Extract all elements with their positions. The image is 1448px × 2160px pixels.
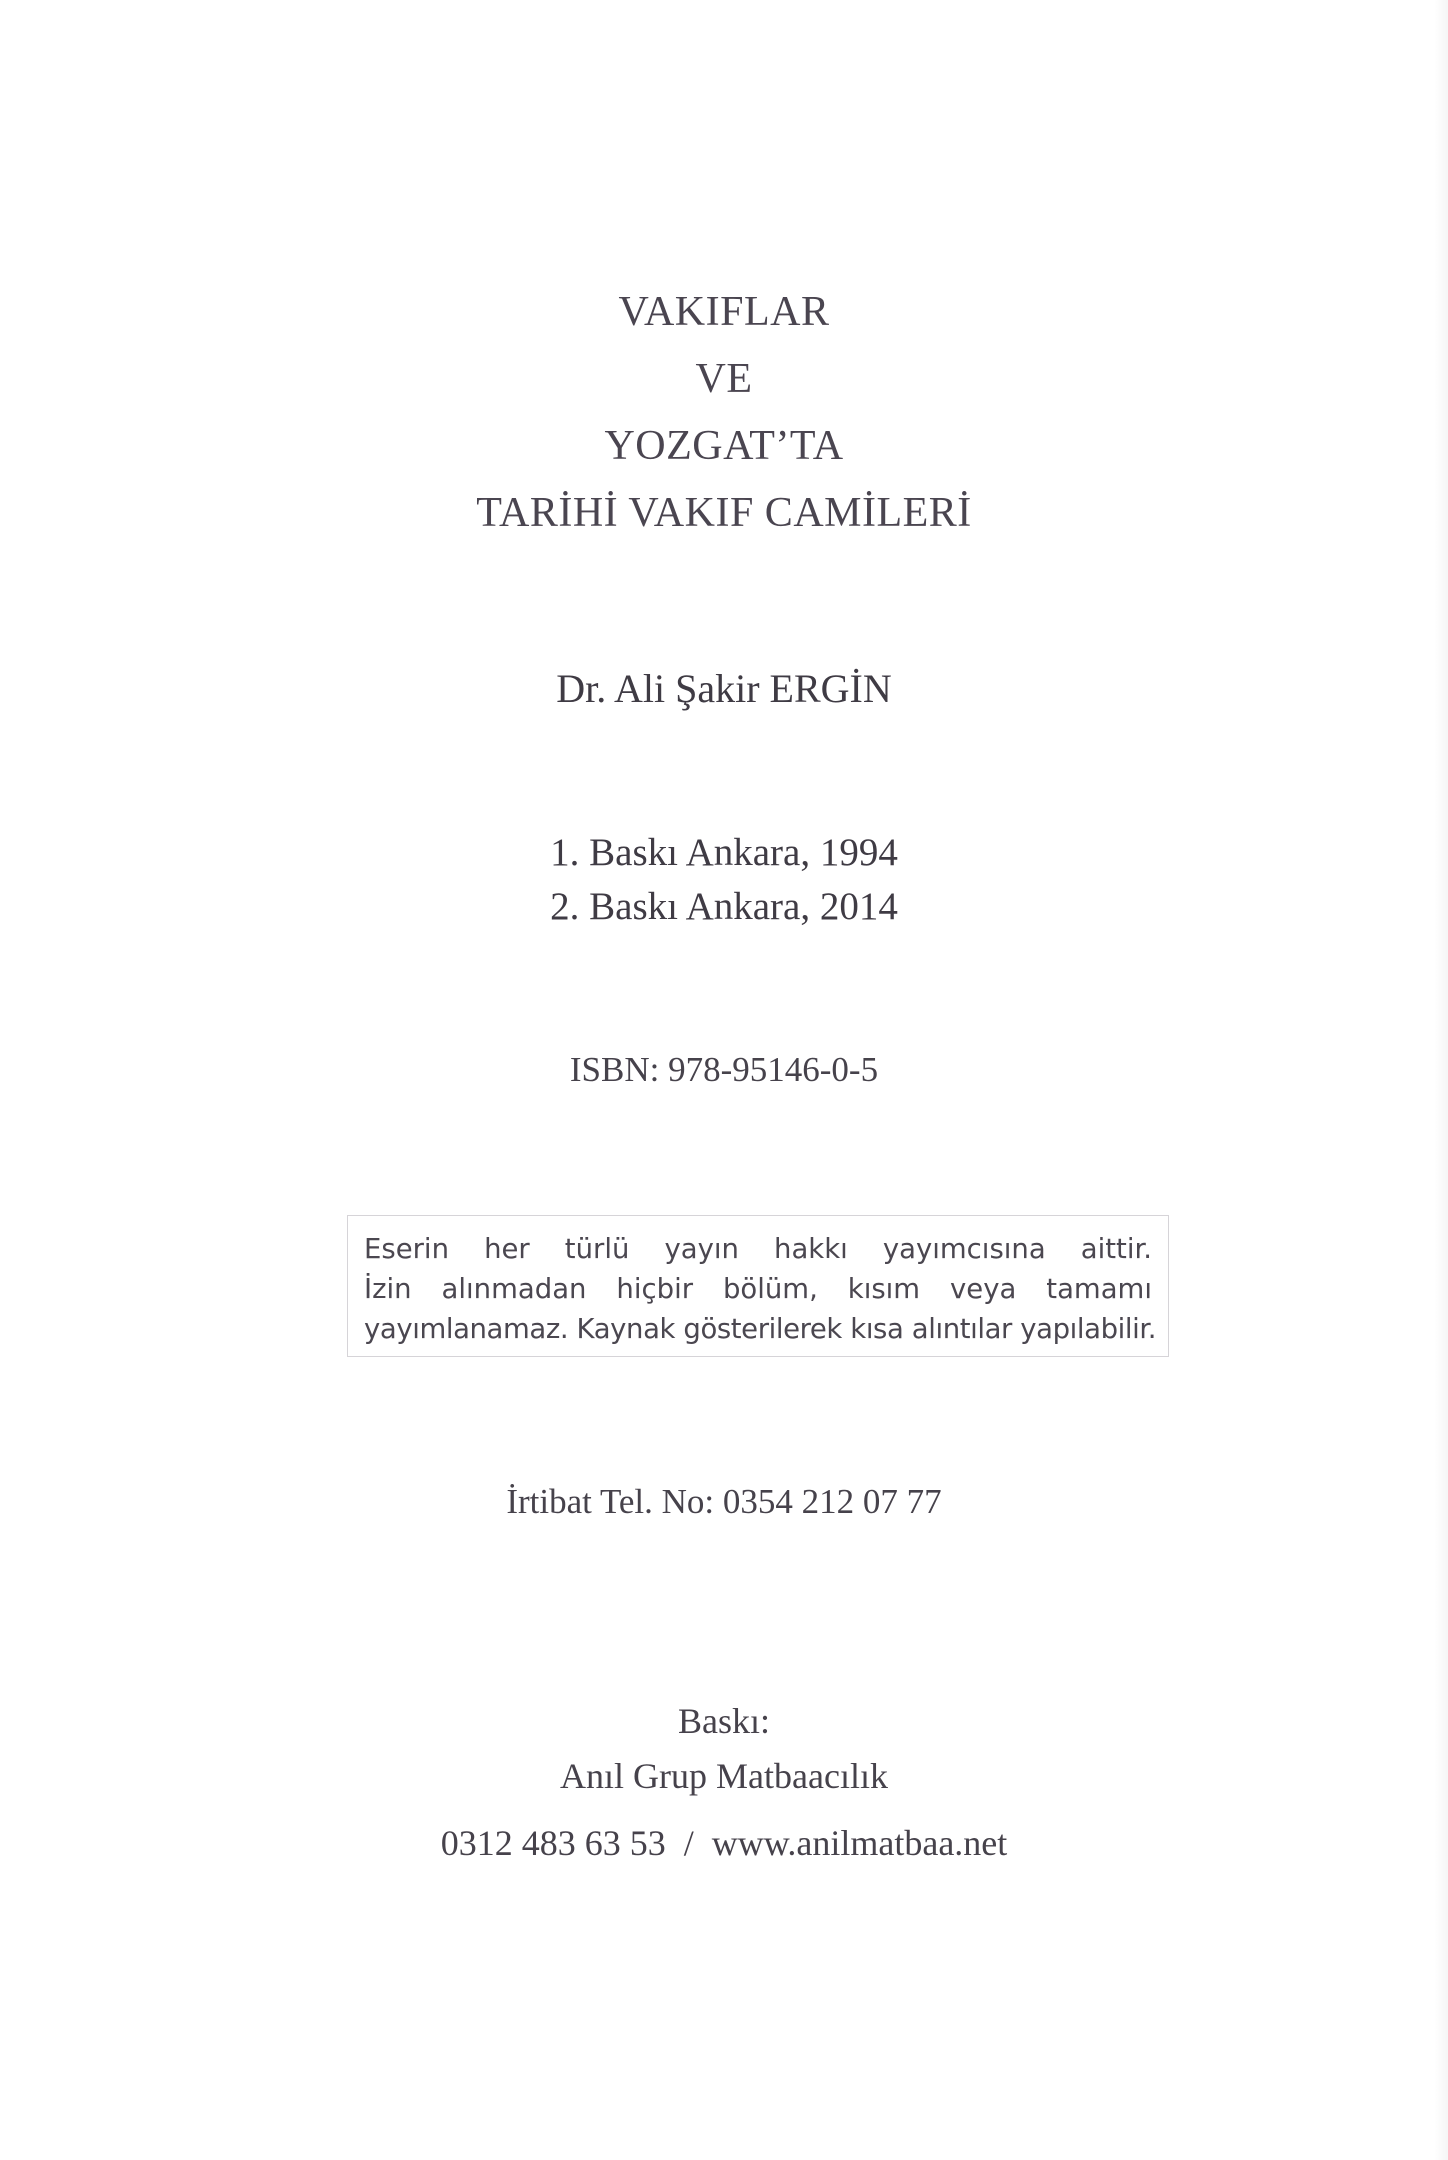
copyright-notice-line-3: yayımlanamaz. Kaynak gösterilerek kısa alıntılar yapılabilir. — [364, 1313, 1157, 1345]
printer-name: Anıl Grup Matbaacılık — [560, 1756, 888, 1796]
title-line-2: VE — [695, 356, 753, 402]
edition-line-1: 1. Baskı Ankara, 1994 — [550, 831, 898, 874]
isbn: ISBN: 978-95146-0-5 — [569, 1050, 879, 1089]
copyright-notice-line-1: Eserin her türlü yayın hakkı yayımcısına aittir. — [364, 1233, 1152, 1265]
title-line-4: TARİHİ VAKIF CAMİLERİ — [476, 490, 972, 536]
title-line-3: YOZGAT’TA — [604, 423, 844, 469]
author-name: Dr. Ali Şakir ERGİN — [556, 666, 892, 711]
title-line-1: VAKIFLAR — [618, 289, 830, 335]
printer-contact: 0312 483 63 53 / www.anilmatbaa.net — [440, 1823, 1008, 1863]
edition-line-2: 2. Baskı Ankara, 2014 — [550, 885, 898, 928]
contact-phone: İrtibat Tel. No: 0354 212 07 77 — [506, 1482, 942, 1521]
copyright-notice-line-2: İzin alınmadan hiçbir bölüm, kısım veya tamamı — [364, 1273, 1152, 1305]
printer-label: Baskı: — [677, 1701, 770, 1741]
copyright-notice-box — [347, 1215, 1169, 1357]
